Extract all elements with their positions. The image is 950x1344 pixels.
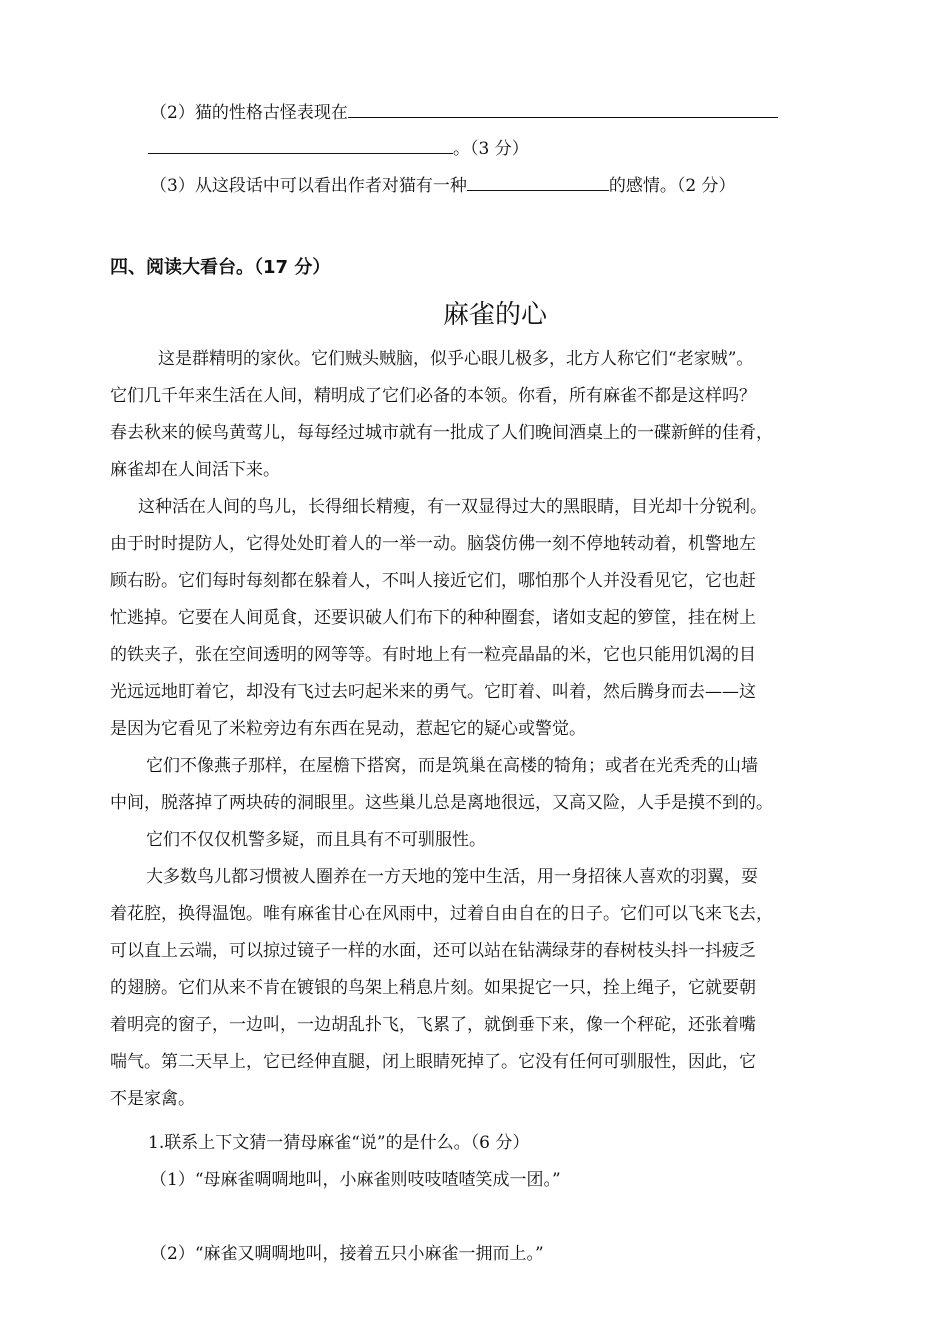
article-title: 麻雀的心 <box>442 300 547 330</box>
paragraph-1: 这是群精明的家伙。它们贼头贼脑，似乎心眼儿极多，北方人称它们“老家贼”。 它们几千年来生活在人间，精明成了它们必备的本领。你看，所有麻雀不都是这样吗？ 春去秋来的候鸟黄莺儿，每每经过城市就有一批成了人们晚间酒桌上的一碟新鲜的佳肴， 麻雀却在人间活下来。 <box>110 349 773 480</box>
paragraph-4: 它们不仅仅机警多疑，而且具有不可驯服性。 <box>146 830 486 850</box>
section-title: 四、阅读大看台。（17 分） <box>110 257 331 278</box>
question-3-text: （3）从这段话中可以看出作者对猫有一种 <box>150 176 467 196</box>
answer-blank[interactable] <box>348 99 778 118</box>
question-2-continued <box>148 135 529 161</box>
article-body <box>110 341 855 1118</box>
answer-blank[interactable] <box>148 135 453 154</box>
paragraph-3: 它们不像燕子那样，在屋檐下搭窝，而是筑巢在高楼的犄角；或者在光秃秃的山墙 中间，脱落掉了两块砖的洞眼里。这些巢儿总是离地很远，又高又险，人手是摸不到的。 <box>110 756 773 813</box>
question-1-part-1: （1）“母麻雀啁啁地叫，小麻雀则吱吱喳喳笑成一团。” <box>150 1170 561 1190</box>
question-2 <box>150 99 778 125</box>
question-1: 1.联系上下文猜一猜母麻雀“说”的是什么。（6 分） <box>148 1133 530 1153</box>
question-3-points: 的感情。（2 分） <box>608 176 736 196</box>
paragraph-2: 这种活在人间的鸟儿，长得细长精瘦，有一双显得过大的黑眼睛，目光却十分锐利。 由于时时提防人，它得处处盯着人的一举一动。脑袋仿佛一刻不停地转动着，机警地左 顾右盼。它们每时每刻都在躲着人，不叫人接近它们，哪怕那个人并没看见它，它也赶 忙逃掉。它要在人间觅食，还要识破人们布下的种种圈套，诸如支起的箩筐，挂在树上 的铁夹子，张在空间透明的网等等。有时地上有一粒亮晶晶的米，它也只能用饥渴的目 光远远地盯着它，却没有飞过去叼起米来的勇气。它盯着、叫着，然后腾身而去——这 是因为它看见了米粒旁边有东西在晃动，惹起它的疑心或警觉。 <box>110 497 767 739</box>
question-3 <box>150 172 736 198</box>
answer-blank[interactable] <box>467 172 609 191</box>
question-2-points: 。（3 分） <box>453 139 529 159</box>
paragraph-5: 大多数鸟儿都习惯被人圈养在一方天地的笼中生活，用一身招徕人喜欢的羽翼，耍 着花腔，换得温饱。唯有麻雀甘心在风雨中，过着自由自在的日子。它们可以飞来飞去， 可以直上云端，可以掠过镜子一样的水面，还可以站在钻满绿芽的春树枝头抖一抖疲乏 的翅膀。它们从来不肯在镀银的鸟架上稍息片刻。如果捉它一只，拴上绳子，它就要朝 着明亮的窗子，一边叫，一边胡乱扑飞，飞累了，就倒垂下来，像一个秤砣，还张着嘴 喘气。第二天早上，它已经伸直腿，闭上眼睛死掉了。它没有任何可驯服性，因此，它 不是家禽。 <box>110 867 773 1109</box>
question-2-text: （2）猫的性格古怪表现在 <box>150 103 348 123</box>
question-1-part-2: （2）“麻雀又啁啁地叫，接着五只小麻雀一拥而上。” <box>150 1244 544 1264</box>
